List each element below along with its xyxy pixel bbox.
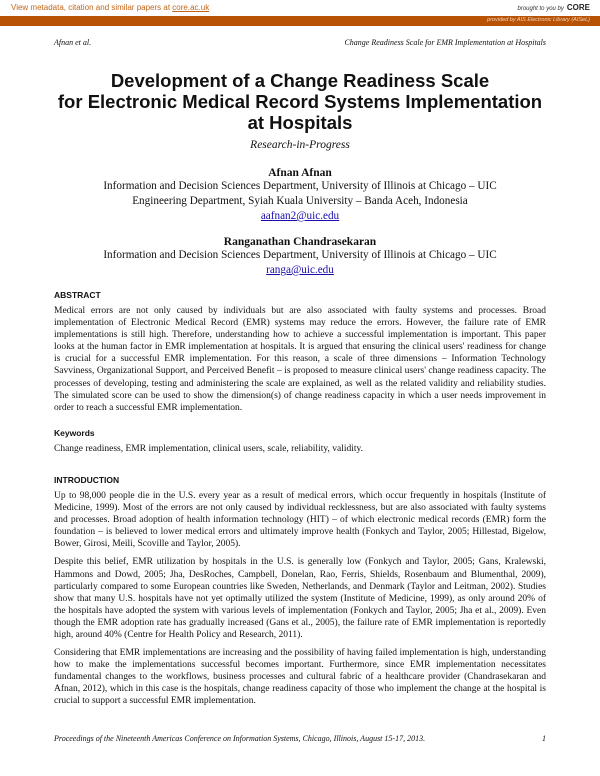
keywords-text: Change readiness, EMR implementation, clinical users, scale, reliability, validity. [54, 443, 364, 454]
core-logo[interactable]: CORE [566, 3, 590, 12]
core-link[interactable]: core.ac.uk [172, 3, 210, 12]
keywords-heading: Keywords [54, 427, 95, 438]
intro-paragraph: Despite this belief, EMR utilization by hospitals in the U.S. is generally low (Fonkych and Taylor, 2005; Gans, Kralewski, Hammons and Dowd, 2005; Jha, DesRoches, Campbell, Donelan, Rao, Ferris, Shields, Rosenbaum and Blumenthal, 2009), particularly compared to some European countries like Sweden, Netherlands, and Denmark (Taylor and Leitman, 2002). Studies show that many U.S. hospitals have not yet optimally utilized the system (Institute of Medicine, 1999), as only around 20% of the hospitals have adopted the system with various levels of implementation (Fonkych and Taylor, 2005; Jha et al., 2009). Even though the EMR adoption rate has gradually increased (Gans et al., 2005), the failure rate of EMR implementation is reportedly high, around 40% (Centre for Health Policy and Research, 2011). [54, 557, 546, 640]
title-line: Development of a Change Readiness Scale [110, 70, 490, 91]
provided-by-text: provided by AIS Electronic Library (AISeL) [487, 17, 590, 23]
author-email[interactable]: aafnan2@uic.edu [260, 210, 340, 222]
metadata-notice [11, 3, 209, 12]
proceedings-text: Proceedings of the Nineteenth Americas Conference on Information Systems, Chicago, Illinois, August 15-17, 2013. [54, 734, 426, 743]
author-name: Afnan Afnan [268, 167, 332, 179]
page-footer [54, 734, 546, 743]
intro-paragraph: Up to 98,000 people die in the U.S. every year as a result of medical errors, which occur frequently in hospitals (Institute of Medicine, 1999). Most of the errors are not only caused by individual recklessness, but are also associated with faulty systems and processes. Broad adoption of health information technology (HIT) – of which electronic medical records (EMR) form the foundation – is believed to lower medical errors and ultimately improve health (Fonkych and Taylor, 2005; Hillestad, Bigelow, Bower, Girosi, Meili, Scoville and Taylor, 2005). [54, 490, 546, 550]
intro-paragraph: Considering that EMR implementations are increasing and the possibility of having failed implementation is high, understanding how to make the implementations successful becomes important. Furthermore, since EMR implementation necessitates fundamental changes to the workflows, business processes and cultural fabric of a healthcare provider (Chandrasekaran and Afnan, 2012), which in this case is the hospitals, change readiness capacity of those who implement the change at the hospital is crucial to support a successful EMR implementation. [54, 648, 546, 707]
abstract-heading: ABSTRACT [54, 290, 101, 300]
provider-bar [0, 16, 600, 26]
paper-title [54, 70, 546, 133]
paper-body [54, 70, 546, 714]
author-name: Ranganathan Chandrasekaran [223, 236, 377, 248]
introduction-heading: INTRODUCTION [54, 474, 120, 485]
running-header-right: Change Readiness Scale for EMR Implementation at Hospitals [344, 38, 546, 47]
title-line: at Hospitals [247, 112, 353, 133]
metadata-text: View metadata, citation and similar papers at [11, 3, 173, 12]
paper-subtitle: Research-in-Progress [250, 139, 350, 151]
core-banner [0, 0, 600, 16]
title-line: for Electronic Medical Record Systems Implementation [57, 91, 543, 112]
page-number: 1 [542, 734, 546, 743]
brought-by [518, 3, 591, 12]
author-affiliation: Information and Decision Sciences Department, University of Illinois at Chicago – UIC [103, 249, 497, 261]
running-header-left: Afnan et al. [54, 38, 92, 47]
brought-by-text: brought to you by [517, 6, 564, 12]
author-affiliation: Engineering Department, Syiah Kuala University – Banda Aceh, Indonesia [132, 195, 468, 207]
abstract-text: Medical errors are not only caused by individuals but are also associated with faulty systems and processes. Broad implementation of Electronic Medical Record (EMR) systems may reduce the errors. However, the failure rate of EMR implementations is still high. Therefore, understanding how to achieve a successful implementation is important. This paper looks at the human factor in EMR implementation at hospitals. It is argued that ensuring the clinical users' readiness for change is crucial for a successful EMR implementation. For this reason, a scale of three dimensions – Information Technology Savviness, Organizational Support, and Perceived Benefit – is proposed to measure clinical users' change readiness capacity. The processes of developing, testing and administering the scale are explained, as well as the related validity and reliability studies. The simulated score can be used to show the dimension(s) of change readiness capacity in which a user needs improvement in order to reach a successful EMR implementation. [54, 306, 546, 413]
author-affiliation: Information and Decision Sciences Department, University of Illinois at Chicago – UIC [103, 180, 497, 192]
author-email[interactable]: ranga@uic.edu [266, 264, 334, 276]
